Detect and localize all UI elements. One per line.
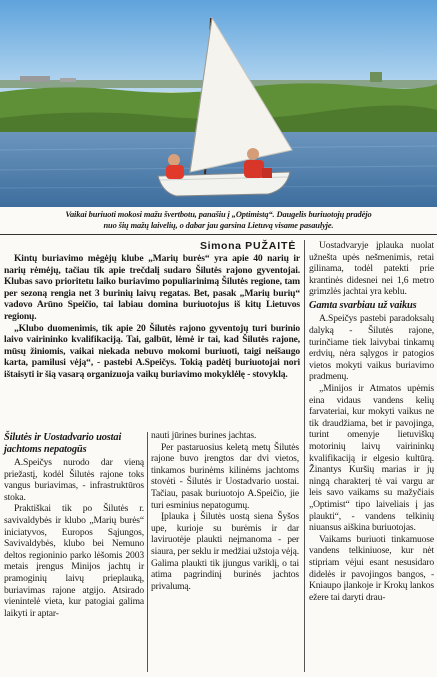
byline [200, 240, 296, 252]
body-paragraph: nauti jūrines burines jachtas. [151, 430, 257, 441]
photo-caption [2, 209, 435, 231]
column-divider [304, 240, 305, 672]
section-heading: Gamta svarbiau už vaikus [309, 299, 417, 311]
body-paragraph: Praktiškai tik po Šilutės r. savivaldybės ir klubo „Marių burės“ iniciatyvos, Europos Sąjungos, Savivaldybės, klubo bei Nemuno deltos regioninio parko lėšomis 2003 metais įrengus Minijos jachtų ir pramoginių laivų prieplauką, buriavimas rajone atgijo. Atsirado vienintelė vieta, kur patogiai galima laikyti ir aptar- [4, 503, 144, 619]
body-paragraph: Įplauka į Šilutės uostą siena Šyšos upe, kurioje su burėmis ir dar lavіruotėje plaukti neįmanoma - per siaura, per seklu ir medžiai užstoja vėją. Galima plaukti tik įjungus variklį, o tai atima pagrindinį burinės jachtos privalumą. [151, 511, 299, 592]
body-paragraph: „Minijos ir Atmatos upėmis eina vidaus vandens kelių farvateriai, kur mokyti vaikus ne tik draudžiama, bet ir pavojinga, turint omenyje lietuviškų motorinių laivų vairininkų kvalifikaciją ir elgesio kultūrą. Žinantys Kuršių marias ir jų ningą charakterį tė vai vargu ar leis savo vaikams su mažyčiais „Optimist“ tipo laiveliais į jas plaukti“, - vandens telkinių niuansus aiškina buriuotojas. [309, 383, 434, 534]
boat-photo [0, 0, 437, 207]
lead-section [4, 253, 300, 381]
body-paragraph: A.Speičys pastebi paradoksalų dalyką - Šilutės rajone, turinčiame tiek laivybai tinkamų erdvių, nėra sąlygos ir patogios vietos mokyti vaikus buriavimo pradmenų. [309, 313, 434, 383]
author-first-name: Simona [200, 240, 242, 252]
caption-divider [0, 234, 437, 235]
lead-paragraph: „Klubo duomenimis, tik apie 20 Šilutės rajono gyventojų turi burinio laivo vairininko kvalifikaciją. Tai, galbūt, lėmė ir tai, kad Šilutės rajone, mūsų žiniomis, vaikai niekada nebuvo mokomi buriuoti, taigi neišaugo karta, pamilusi vėją“, - pastebi A.Speičys. Tokią padėtį buriuotojai nori ištaisyti ir šią vasarą organizuoja vaikų buriavimo mokyklėlę - stovyklą. [4, 322, 300, 380]
body-paragraph: Uostadvaryje įplauka nuolat užnešta upės nešmenimis, retai gilinama, todėl patekti prie krantinės didesnei nei 1,6 metro grimzlės jachtai yra keblu. [309, 240, 434, 298]
lead-paragraph: Kintų buriavimo mėgėjų klube „Marių burės“ yra apie 40 narių ir narių rėmėjų, tačiau tik apie trečdalį sudaro Šilutės rajono gyventojai. Klubas savo prioritetu laiko buriavimo populiarinimą Šilutės regione, tam per sezoną rengia net 3 burinių laivų regatas. Bet, pasak „Marių burių“ vadovo Arūno Speičio, tai labiau domina buriuotojus iš kitų Lietuvos regionų. [4, 253, 300, 322]
author-last-name: PUŽAITĖ [245, 240, 297, 252]
column-1 [4, 430, 144, 619]
caption-line: Vaikai buriuoti mokosi mažu švertbotu, panašiu į „Optimistą“. Daugelis buriuotojų pradėjo [65, 210, 372, 219]
body-paragraph: A.Speičys nurodo dar vieną priežastį, kodėl Šilutės rajone toks vangus buriavimas, - infrastruktūros stoka. [4, 457, 144, 503]
section-heading: Šilutės ir Uostadvario uostai jachtoms nepatogūs [4, 432, 122, 455]
body-paragraph: Vaikams buriuoti tinkamuose vandens telkiniuose, kur nėt stipriam vėjui esant nesusidaro didelės ir pavojingos bangos, - Kniaupo įlankoje ir Krokų lankos ežere tai daryti drau- [309, 533, 434, 603]
column-2 [151, 430, 299, 592]
body-paragraph: Per pastaruosius keletą metų Šilutės rajone buvo įrengtos dar dvi vietos, tinkamos burinėms kilinėms jachtoms stovėti - Šilutės ir Uostadvario uostai. Tačiau, pasak buriuotojo A.Speičio, jie turi esminius nepatogumų. [151, 441, 299, 511]
column-divider [147, 432, 148, 672]
column-3 [309, 240, 434, 603]
boat-photo-illustration [0, 0, 437, 207]
caption-line: nuo šių mažų laivelių, o dabar jau garsina Lietuvą visame pasaulyje. [103, 221, 334, 230]
